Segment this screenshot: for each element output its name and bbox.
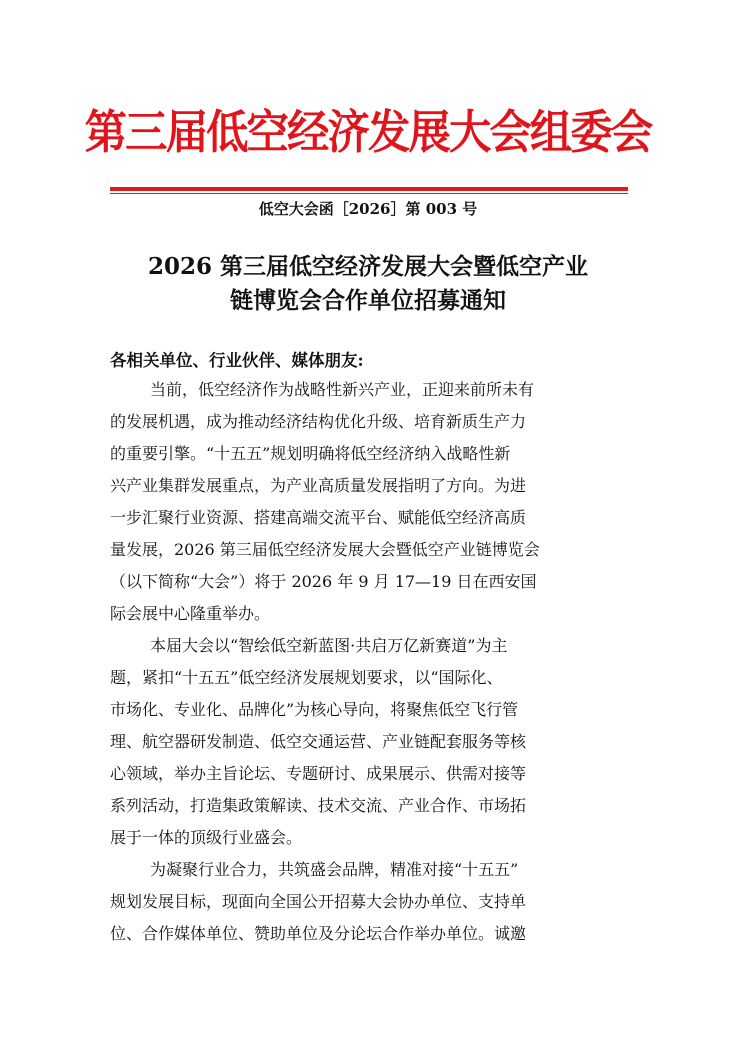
body-line: 的发展机遇，成为推动经济结构优化升级、培育新质生产力: [110, 412, 527, 431]
body-line: 量发展，2026 第三届低空经济发展大会暨低空产业链博览会: [110, 540, 540, 559]
header-organization-title: 第三届低空经济发展大会组委会: [84, 105, 652, 159]
body-line: 展于一体的顶级行业盛会。: [110, 828, 303, 847]
document-number: 低空大会函［2026］第 003 号: [258, 200, 478, 218]
body-line: 一步汇聚行业资源、搭建高端交流平台、赋能低空经济高质: [110, 508, 527, 527]
body-line: 本届大会以“智绘低空新蓝图·共启万亿新赛道”为主: [150, 636, 508, 655]
notice-title-line-1: 2026 第三届低空经济发展大会暨低空产业: [147, 253, 589, 280]
body-line: 心领域，举办主旨论坛、专题研讨、成果展示、供需对接等: [110, 764, 527, 783]
body-text: [110, 374, 630, 950]
body-line: 为凝聚行业合力，共筑盛会品牌，精准对接“十五五”: [150, 860, 519, 879]
body-line: 当前，低空经济作为战略性新兴产业，正迎来前所未有: [150, 380, 535, 399]
body-line: 规划发展目标，现面向全国公开招募大会协办单位、支持单: [110, 892, 527, 911]
body-line: 际会展中心隆重举办。: [110, 604, 271, 623]
notice-title-line-2: 链博览会合作单位招募通知: [230, 287, 506, 314]
body-line: 的重要引擎。“十五五”规划明确将低空经济纳入战略性新: [110, 444, 511, 463]
header-rule-thin: [110, 193, 628, 194]
body-line: 市场化、专业化、品牌化”为核心导向，将聚焦低空飞行管: [110, 700, 519, 719]
body-line: 理、航空器研发制造、低空交通运营、产业链配套服务等核: [110, 732, 527, 751]
body-line: 兴产业集群发展重点，为产业高质量发展指明了方向。为进: [110, 476, 527, 495]
body-line: （以下简称“大会”）将于 2026 年 9 月 17—19 日在西安国: [110, 572, 537, 591]
body-line: 系列活动，打造集政策解读、技术交流、产业合作、市场拓: [110, 796, 527, 815]
header-rule-thick: [110, 187, 628, 191]
salutation: 各相关单位、行业伙伴、媒体朋友:: [110, 351, 364, 370]
body-line: 位、合作媒体单位、赞助单位及分论坛合作举办单位。诚邀: [110, 924, 527, 943]
body-line: 题，紧扣“十五五”低空经济发展规划要求，以“国际化、: [110, 668, 503, 687]
notice-title: [100, 250, 636, 318]
